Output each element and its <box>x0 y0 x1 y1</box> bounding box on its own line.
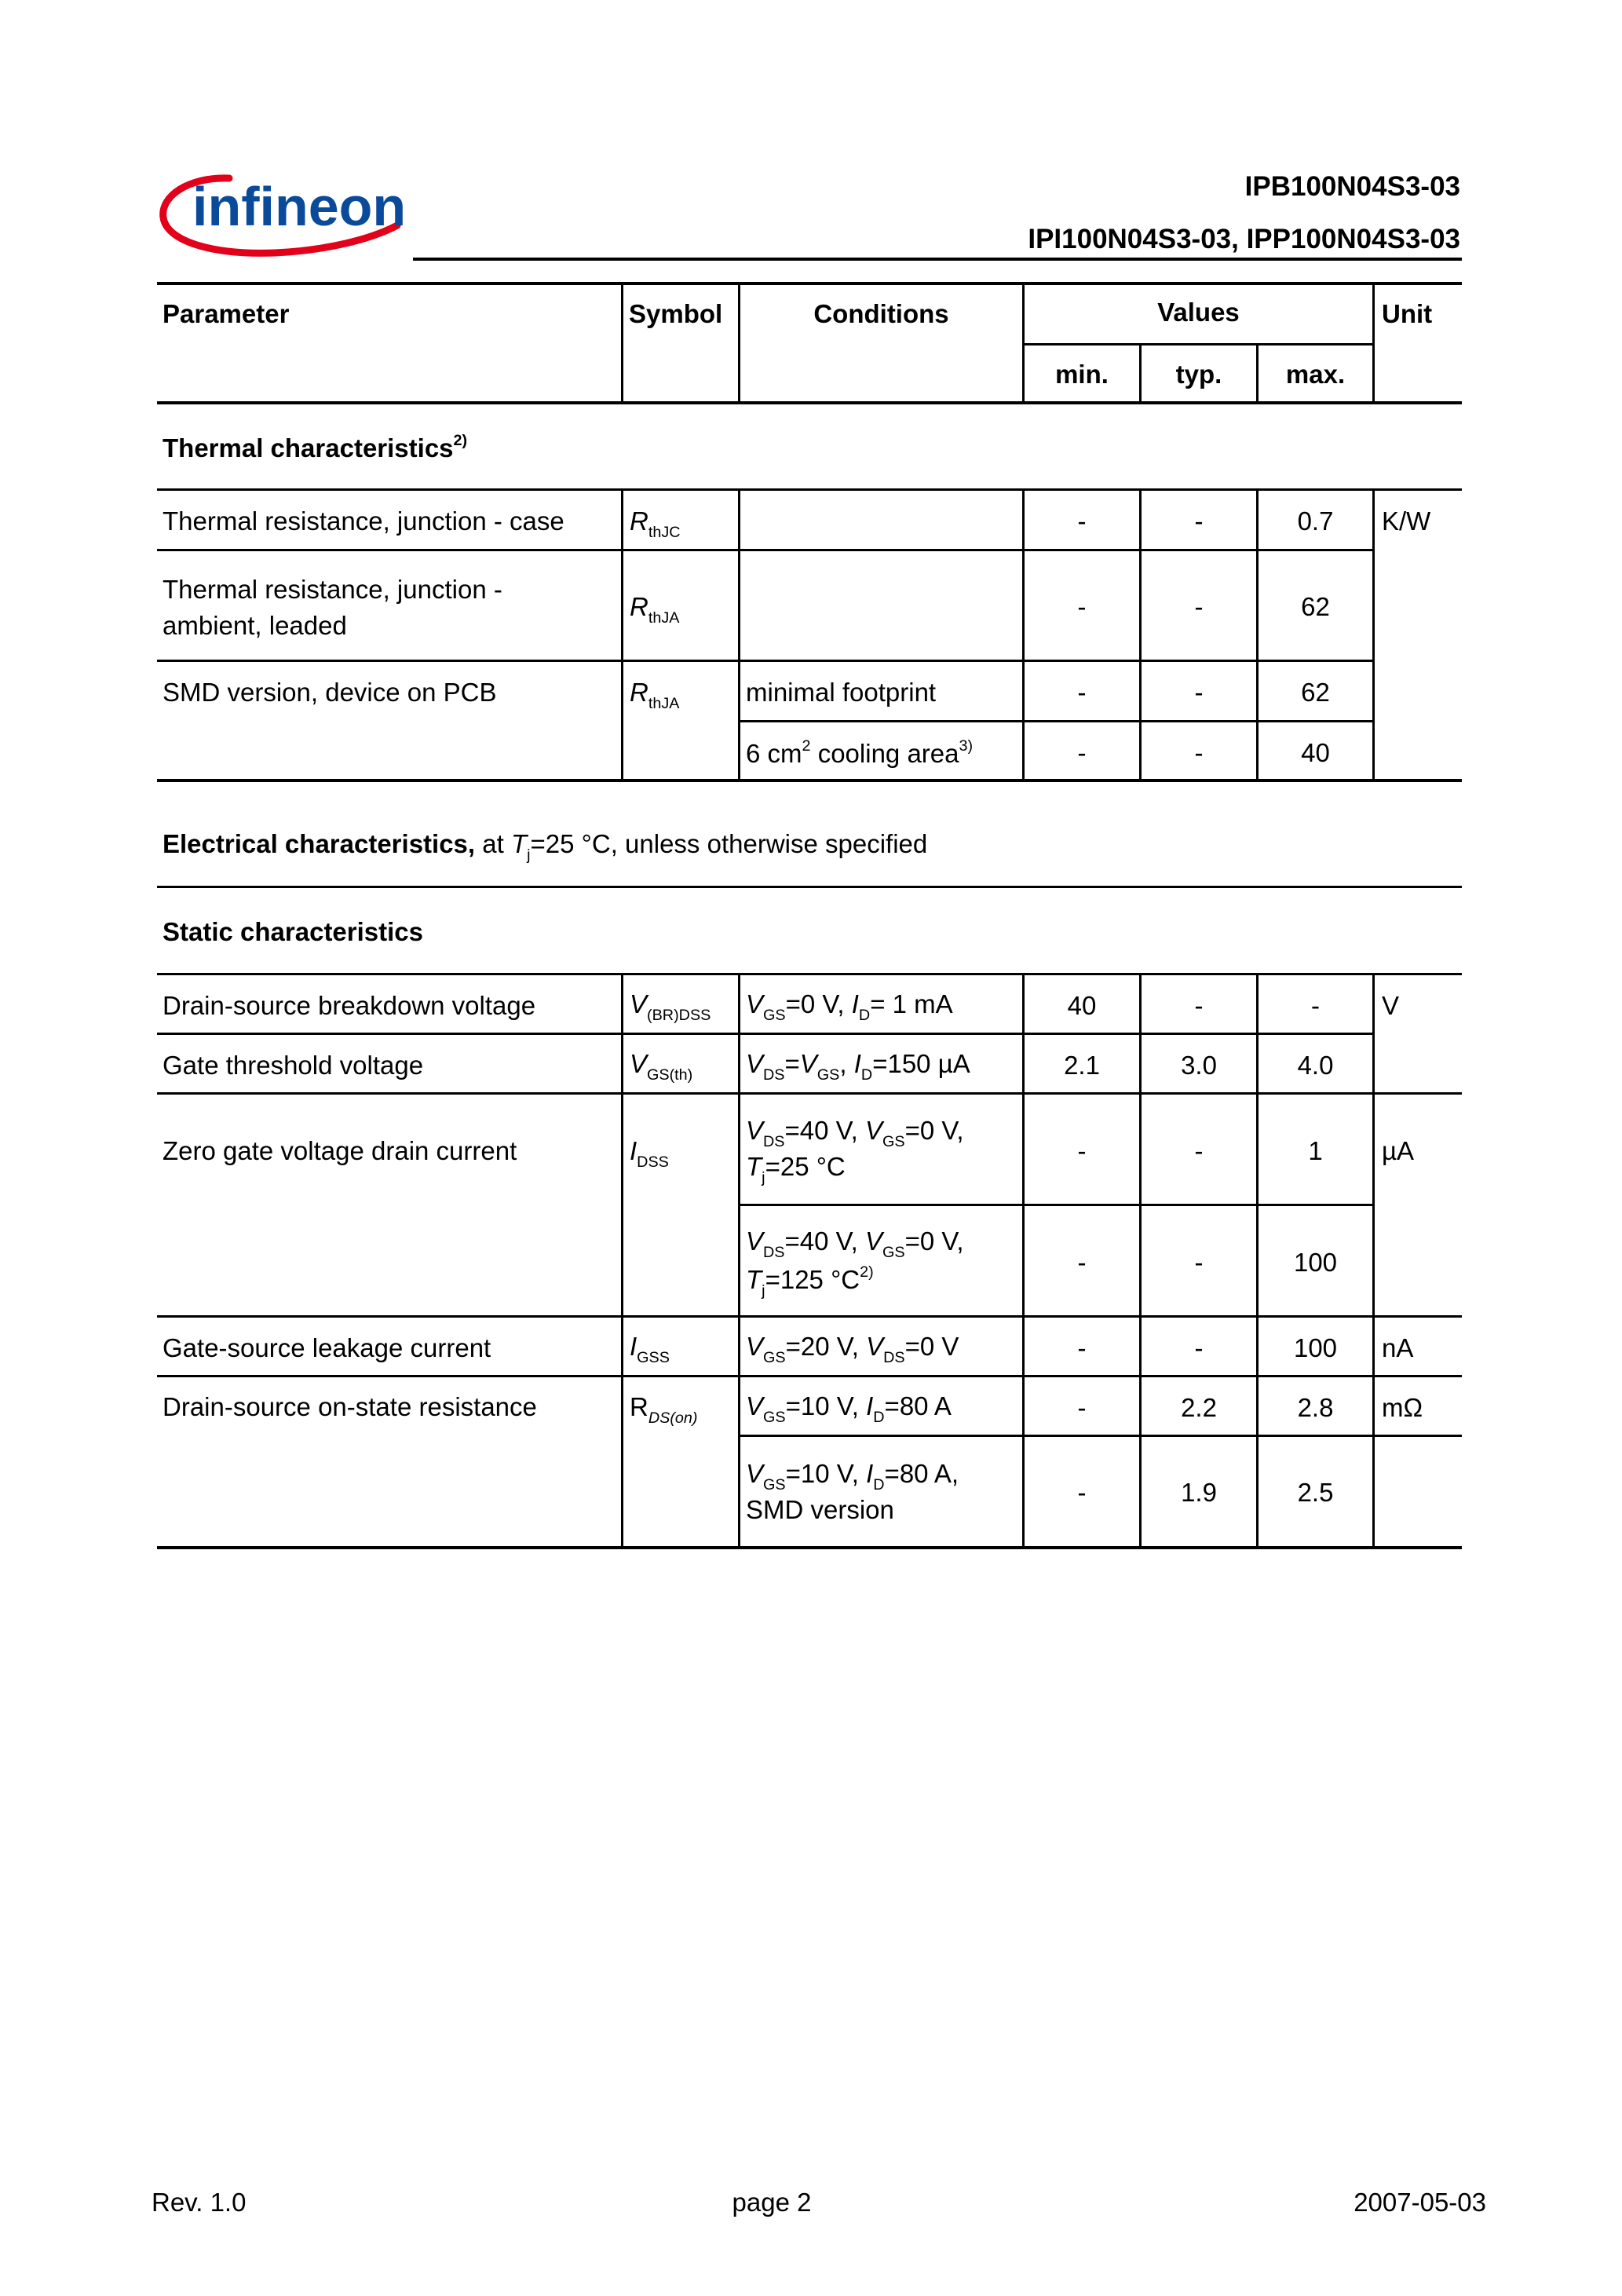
condition-rdson-smd-line1: $V_{GS}=10$ V, $I_D=80$ A, <box>746 1459 959 1493</box>
col-header-conditions: Conditions <box>813 299 949 328</box>
param-zero-gate-current: Zero gate voltage drain current <box>163 1136 517 1165</box>
condition-rdson-smd-line2: SMD version <box>746 1495 894 1524</box>
condition-idss-125-line1: $V_{DS}=40$ V, $V_{GS}=0$ V, <box>746 1227 964 1261</box>
value-min: - <box>1077 678 1087 707</box>
section-title-electrical: Electrical characteristics, at $T_j=25$ °C, unless otherwise specified <box>163 829 928 864</box>
value-min: - <box>1077 1393 1087 1422</box>
value-typ: - <box>1194 1136 1204 1165</box>
value-min: - <box>1077 1478 1087 1507</box>
table-rule <box>157 1033 1373 1035</box>
condition-idss-125-line2: $T_j=125$ $^\circ C^{2)}$ <box>746 1263 874 1300</box>
value-min: 2.1 <box>1064 1051 1100 1080</box>
footer-revision: Rev. 1.0 <box>152 2188 247 2217</box>
table-rule <box>157 282 1462 285</box>
table-rule <box>738 720 1373 722</box>
table-rule <box>157 1092 1462 1095</box>
value-max: 4.0 <box>1297 1051 1334 1080</box>
symbol-igss: $I_{GSS}$ <box>630 1332 670 1366</box>
col-header-min: min. <box>1055 360 1109 389</box>
table-rule <box>1023 343 1373 345</box>
table-rule <box>157 488 1462 491</box>
symbol-idss: $I_{DSS}$ <box>630 1136 669 1171</box>
value-max: 100 <box>1293 1248 1338 1277</box>
col-header-max: max. <box>1285 360 1346 389</box>
table-rule <box>738 1435 1462 1437</box>
param-breakdown-voltage: Drain-source breakdown voltage <box>163 991 536 1020</box>
header-rule <box>413 258 1462 261</box>
value-max: 2.5 <box>1297 1478 1334 1507</box>
condition-threshold: $V_{DS}=V_{GS}$, $I_D=150$ µA <box>746 1049 970 1084</box>
symbol-rthjc: $R_{thJC}$ <box>630 506 681 541</box>
footer-date: 2007-05-03 <box>1353 2188 1486 2217</box>
column-rule <box>738 488 740 781</box>
value-min: - <box>1077 1248 1087 1277</box>
column-rule <box>621 488 623 781</box>
value-min: 40 <box>1067 991 1097 1020</box>
value-max: 2.8 <box>1297 1393 1334 1422</box>
value-max: - <box>1311 991 1320 1020</box>
column-rule <box>621 282 623 404</box>
table-rule <box>157 660 1373 662</box>
condition-idss-25-line1: $V_{DS}=40$ V, $V_{GS}=0$ V, <box>746 1116 964 1150</box>
col-header-unit: Unit <box>1382 299 1433 328</box>
param-smd-pcb: SMD version, device on PCB <box>163 678 497 707</box>
table-rule <box>157 886 1462 888</box>
column-rule <box>621 973 623 1548</box>
table-rule <box>157 973 1462 975</box>
value-typ: - <box>1194 991 1204 1020</box>
value-min: - <box>1077 1333 1087 1362</box>
condition-idss-25-line2: $T_j=25$ °C <box>746 1152 846 1186</box>
value-max: 1 <box>1308 1136 1323 1165</box>
column-rule <box>1372 282 1375 404</box>
symbol-rthja: $R_{thJA}$ <box>630 678 680 712</box>
condition-rdson: $V_{GS}=10$ V, $I_D=80$ A <box>746 1391 952 1426</box>
column-rule <box>1372 488 1375 781</box>
value-max: 40 <box>1301 738 1330 767</box>
col-header-typ: typ. <box>1175 360 1222 389</box>
condition-cooling-area: 6 $cm^2$ cooling area$^{3)}$ <box>746 737 974 768</box>
section-title-thermal: Thermal characteristics$^{2)}$ <box>163 432 468 462</box>
table-rule <box>738 1204 1373 1206</box>
condition-minimal-footprint: minimal footprint <box>746 678 937 707</box>
part-number-1: IPB100N04S3-03 <box>1244 171 1460 202</box>
col-header-parameter: Parameter <box>163 299 290 328</box>
table-rule <box>157 1375 1462 1377</box>
table-rule <box>157 779 1462 782</box>
table-rule <box>157 1315 1462 1318</box>
col-header-values: Values <box>1157 298 1240 327</box>
param-thermal-jc: Thermal resistance, junction - case <box>163 506 564 536</box>
footer-page-number: page 2 <box>732 2188 812 2217</box>
unit-kw: K/W <box>1382 506 1431 536</box>
logo-wordmark: infineon <box>192 176 407 237</box>
column-rule <box>738 973 740 1548</box>
param-gate-threshold: Gate threshold voltage <box>163 1051 424 1080</box>
section-title-static: Static characteristics <box>163 917 424 946</box>
unit-ua: µA <box>1382 1136 1415 1165</box>
column-rule <box>1372 973 1375 1548</box>
symbol-rthja: $R_{thJA}$ <box>630 592 680 627</box>
param-on-resistance: Drain-source on-state resistance <box>163 1392 537 1421</box>
param-thermal-ja-leaded-2: ambient, leaded <box>163 611 347 640</box>
value-max: 62 <box>1301 592 1330 621</box>
value-min: - <box>1077 592 1087 621</box>
value-min: - <box>1077 1136 1087 1165</box>
symbol-vbrdss: $V_{(BR)DSS}$ <box>630 989 711 1024</box>
value-typ: - <box>1194 1333 1204 1362</box>
table-rule <box>157 549 1373 551</box>
value-max: 100 <box>1293 1333 1338 1362</box>
value-typ: 3.0 <box>1181 1051 1217 1080</box>
table-rule <box>157 1546 1462 1549</box>
param-gate-leakage: Gate-source leakage current <box>163 1333 491 1362</box>
part-number-2: IPI100N04S3-03, IPP100N04S3-03 <box>1028 224 1460 254</box>
value-typ: - <box>1194 592 1204 621</box>
value-min: - <box>1077 738 1087 767</box>
col-header-symbol: Symbol <box>629 299 723 328</box>
unit-v: V <box>1382 991 1400 1020</box>
value-typ: - <box>1194 1248 1204 1277</box>
param-thermal-ja-leaded-1: Thermal resistance, junction - <box>163 575 502 604</box>
condition-breakdown: $V_{GS}=0$ V, $I_D= 1$ mA <box>746 989 953 1024</box>
value-typ: - <box>1194 506 1204 536</box>
symbol-rdson: $R_{DS(on)}$ <box>630 1392 698 1427</box>
value-min: - <box>1077 506 1087 536</box>
condition-igss: $V_{GS}=20$ V, $V_{DS}=0$ V <box>746 1332 959 1366</box>
value-typ: - <box>1194 738 1204 767</box>
value-max: 0.7 <box>1297 506 1334 536</box>
unit-na: nA <box>1382 1333 1414 1362</box>
infineon-logo <box>157 161 407 259</box>
value-typ: 1.9 <box>1181 1478 1217 1507</box>
value-typ: - <box>1194 678 1204 707</box>
value-typ: 2.2 <box>1181 1393 1217 1422</box>
value-max: 62 <box>1301 678 1330 707</box>
unit-mohm: mΩ <box>1382 1393 1423 1422</box>
table-rule <box>157 401 1462 404</box>
symbol-vgsth: $V_{GS(th)}$ <box>630 1049 693 1084</box>
